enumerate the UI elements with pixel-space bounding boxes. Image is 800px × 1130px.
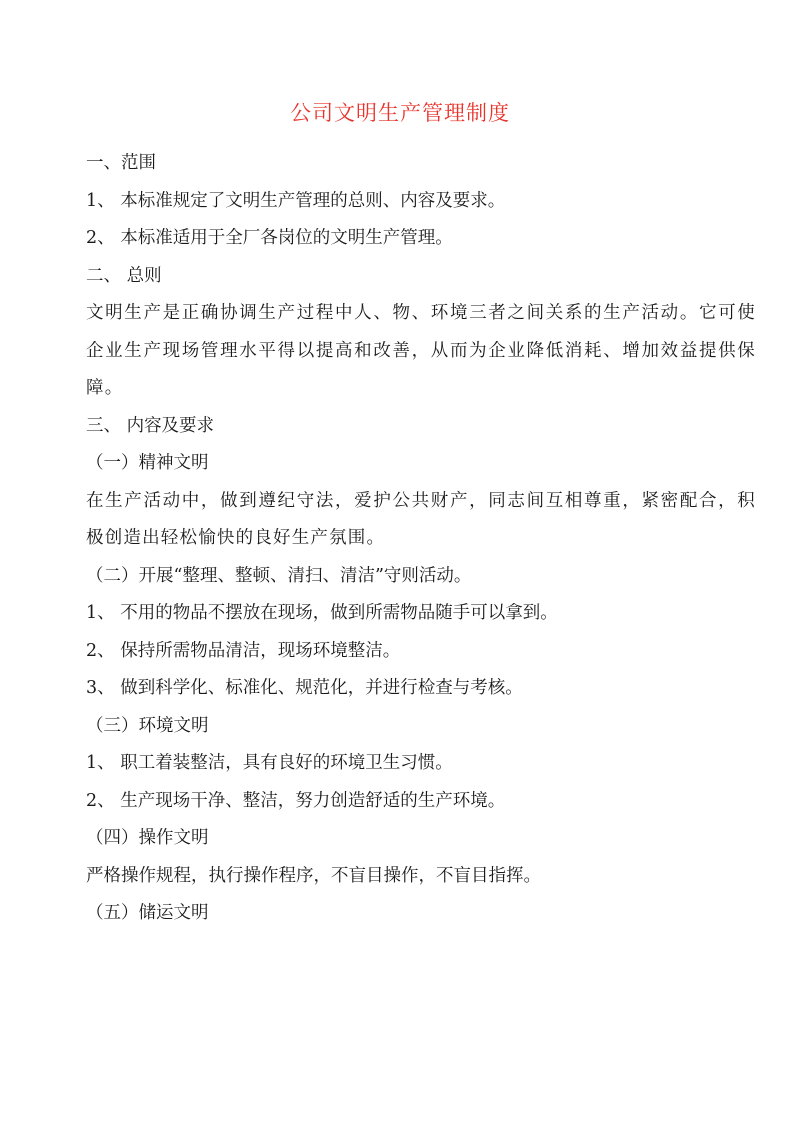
environment-item-1: 1、 职工着装整洁，具有良好的环境卫生习惯。 (86, 753, 453, 773)
5s-item-2: 2、 保持所需物品清洁，现场环境整洁。 (86, 640, 401, 661)
subsection-environment: （三）环境文明 (86, 715, 209, 736)
subsection-operation: （四）操作文明 (86, 828, 209, 848)
scope-item-1: 1、 本标准规定了文明生产管理的总则、内容及要求。 (86, 190, 506, 211)
document-body (86, 145, 756, 933)
environment-item-2: 2、 生产现场干净、整洁，努力创造舒适的生产环境。 (86, 790, 506, 811)
5s-item-3: 3、 做到科学化、标准化、规范化，并进行检查与考核。 (86, 678, 523, 698)
general-paragraph: 文明生产是正确协调生产过程中人、物、环境三者之间关系的生产活动。它可使企业生产现场管理水平得以提高和改善，从而为企业降低消耗、增加效益提供保障。 (86, 303, 756, 398)
5s-item-1: 1、 不用的物品不摆放在现场，做到所需物品随手可以拿到。 (86, 603, 558, 623)
subsection-spiritual: （一）精神文明 (86, 453, 209, 473)
document-title: 公司文明生产管理制度 (290, 101, 510, 125)
subsection-storage: （五）储运文明 (86, 903, 209, 923)
section-heading-scope: 一、范围 (86, 153, 156, 173)
section-heading-general: 二、 总则 (86, 265, 162, 286)
operation-paragraph: 严格操作规程，执行操作程序，不盲目操作，不盲目指挥。 (86, 865, 541, 886)
section-heading-content: 三、 内容及要求 (86, 415, 215, 436)
subsection-5s: （二）开展“整理、整顿、清扫、清洁”守则活动。 (86, 565, 472, 586)
scope-item-2: 2、 本标准适用于全厂各岗位的文明生产管理。 (86, 228, 453, 248)
spiritual-paragraph: 在生产活动中，做到遵纪守法，爱护公共财产，同志间互相尊重，紧密配合，积极创造出轻松愉快的良好生产氛围。 (86, 490, 756, 548)
